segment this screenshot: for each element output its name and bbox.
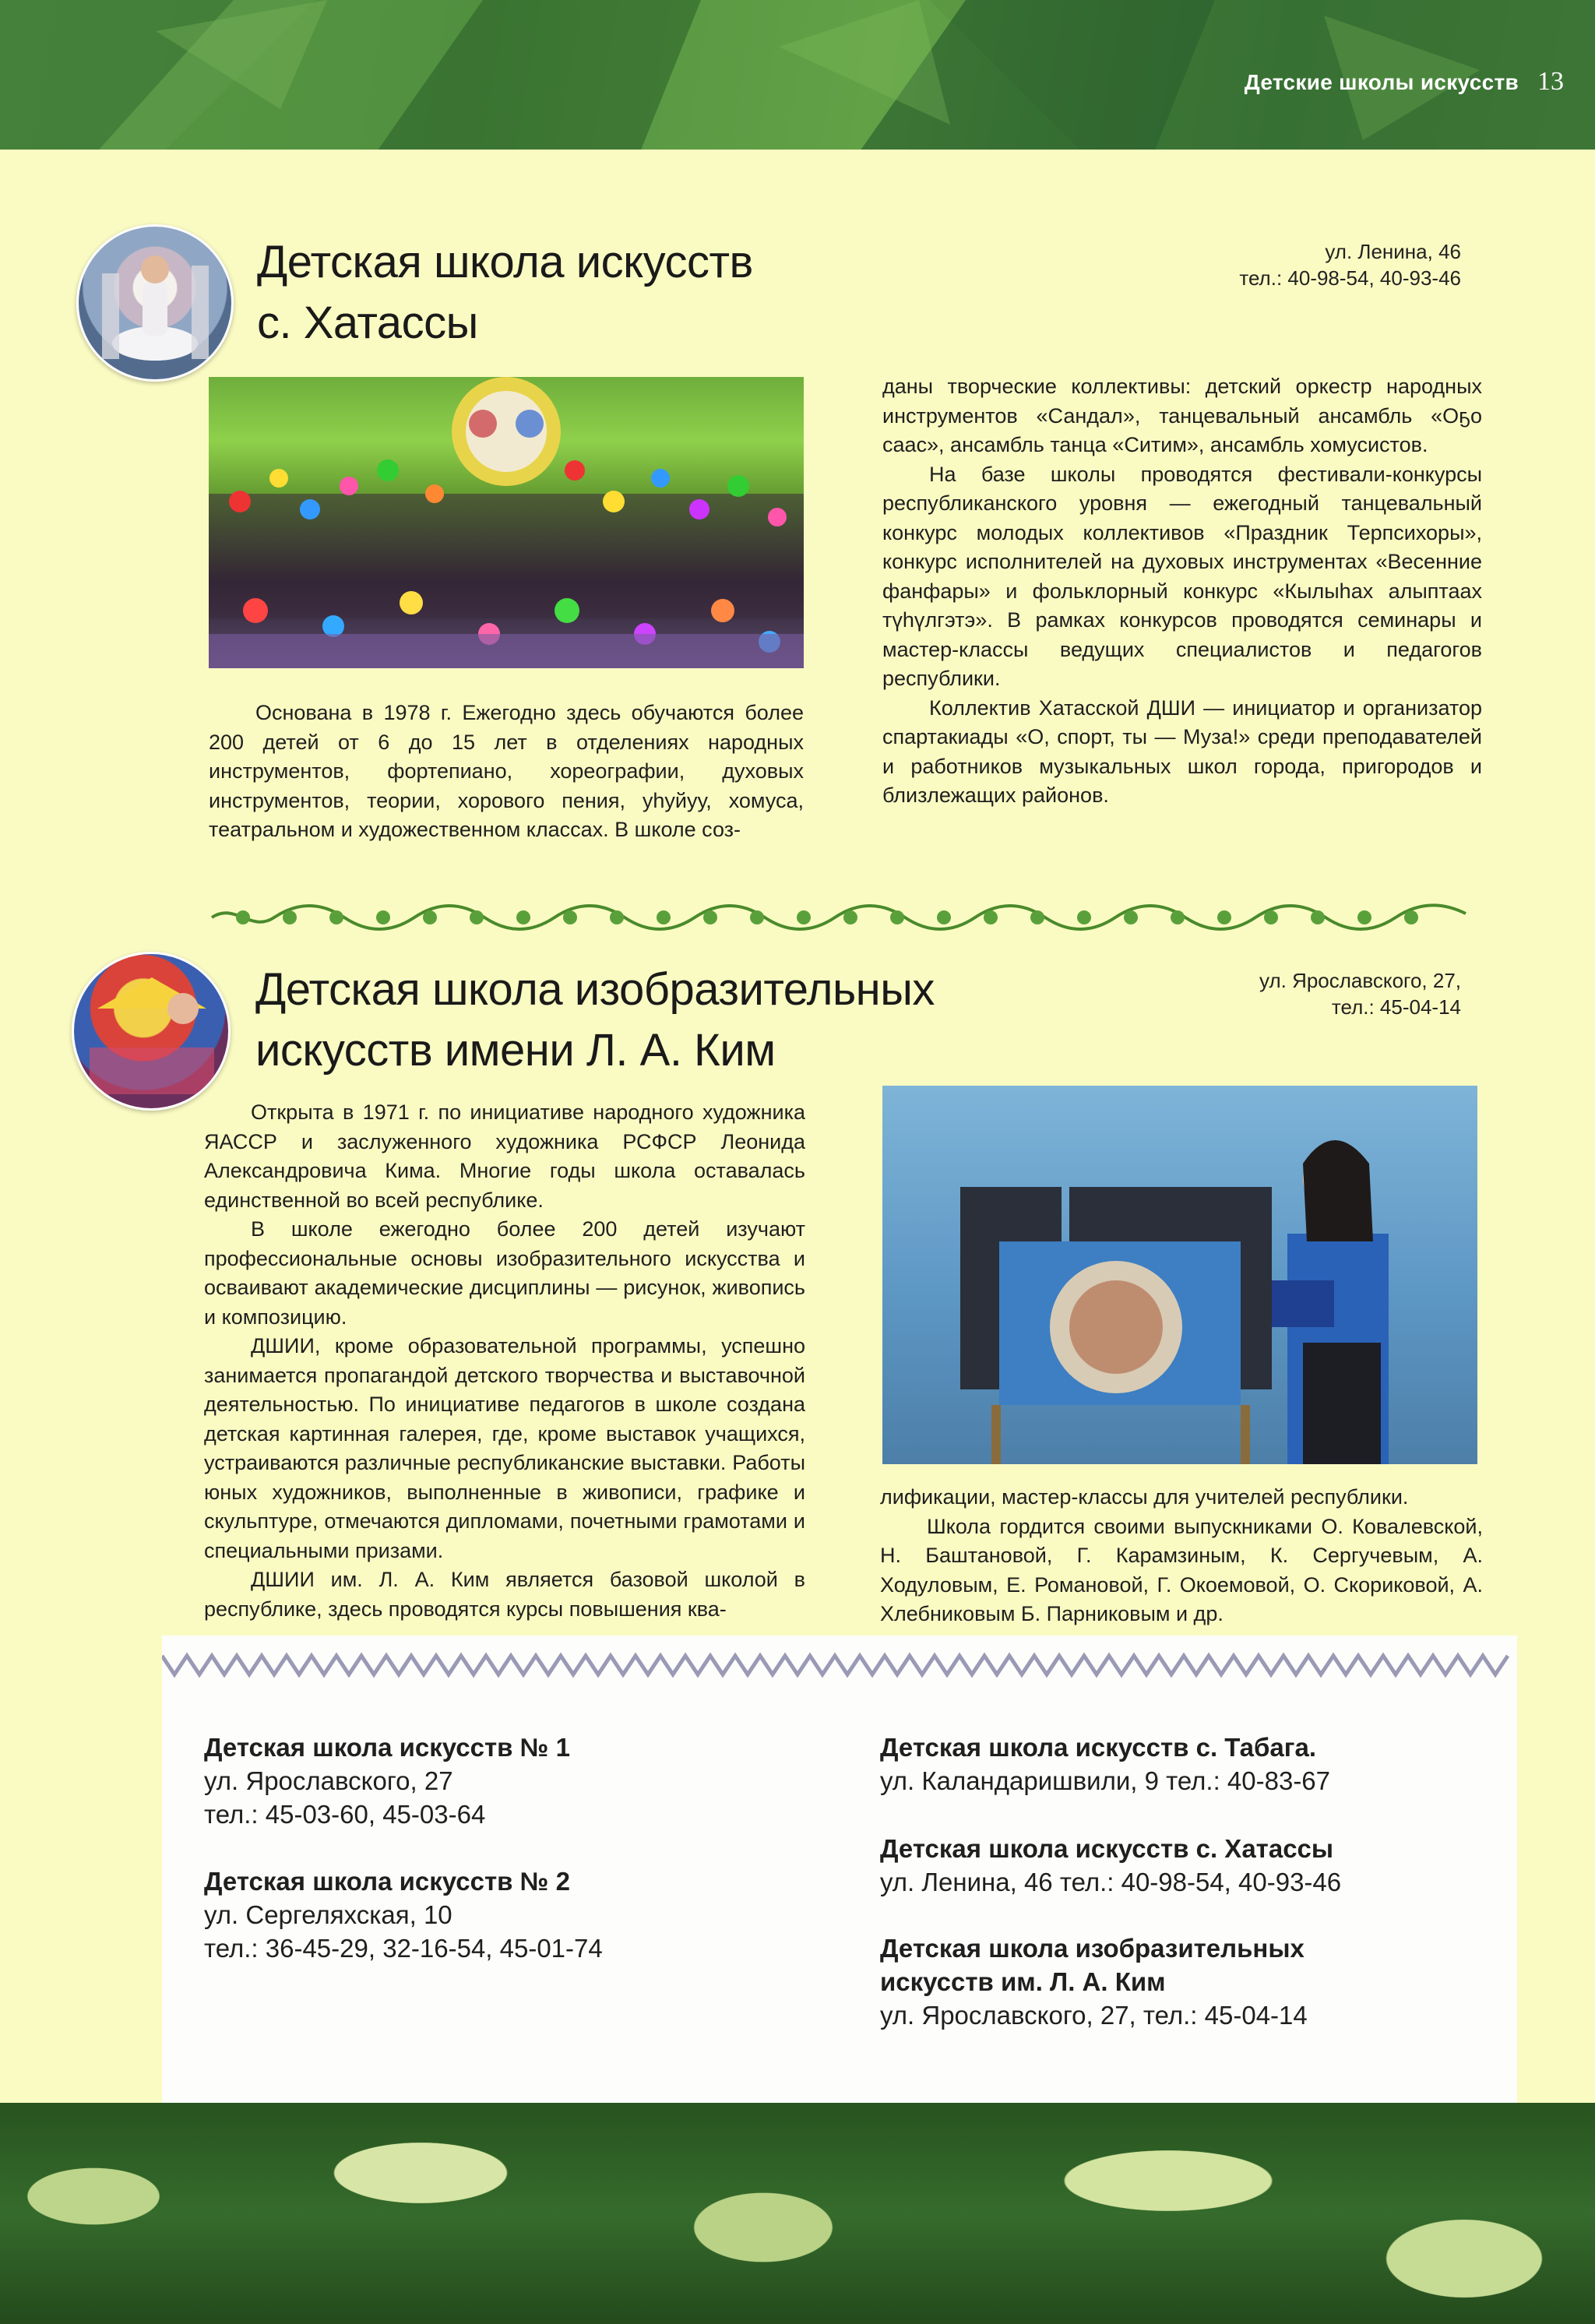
vine-ornament-divider (204, 894, 1481, 941)
contact-name: Детская школа искусств № 2 (204, 1867, 570, 1896)
contact-school-khatassy (880, 1832, 1341, 1899)
school1-title (257, 232, 753, 354)
school2-paragraph-graduates: Школа гордится своими выпускниками О. Ковалевской, Н. Баштановой, Г. Карамзиным, К. Сергучевым, А. Ходуловым, Е. Романовой, Г. Окоемовой, О. Скориковой, А. Хлебниковым Б. Парниковым и др. (880, 1514, 1483, 1625)
contact-school-1 (204, 1731, 570, 1831)
school2-presentation-photo (882, 1086, 1477, 1464)
school1-paragraph-collectives: даны творческие коллективы: детский оркестр народных инструментов «Сандал», танцевальный ансамбль «Оҕо саас», ансамбль танца «Ситим», ансамбль хомусистов. (882, 375, 1482, 456)
school2-right-column (880, 1483, 1483, 1629)
contact-address-phone: ул. Ленина, 46 тел.: 40-98-54, 40-93-46 (880, 1868, 1342, 1896)
contact-name: Детская школа искусств с. Хатассы (880, 1834, 1334, 1863)
school2-title (255, 960, 935, 1081)
contact-name: Детская школа искусств с. Табага. (880, 1733, 1317, 1762)
school1-right-column (882, 372, 1482, 811)
school2-paragraph-opened: Открыта в 1971 г. по инициативе народного художника ЯАССР и заслуженного художника РСФСР Леонида Александровича Кима. Многие годы школа оставалась единственной во всей республике. (204, 1100, 805, 1212)
school2-street: ул. Ярославского, 27, (1259, 969, 1461, 992)
contact-school-kim (880, 1931, 1308, 2032)
school1-phone: тел.: 40-98-54, 40-93-46 (1239, 266, 1461, 290)
school2-title-line1: Детская школа изобразительных (255, 964, 935, 1015)
school2-avatar-photo (72, 952, 231, 1111)
school2-paragraph-gallery: ДШИИ, кроме образовательной программы, успешно занимается пропагандой детского творчества и выставочной деятельностью. По инициативе педагогов в школе создана детская картинная галерея, где, кроме выставок учащихся, устраиваются различные республиканские выставки. Работы юных художников, выполненные в живописи, графике и скульптуре, отмечаются дипломами, почетными грамотами и специальными призами. (204, 1334, 805, 1562)
section-name: Детские школы искусств (1244, 70, 1519, 94)
school1-title-line1: Детская школа искусств (257, 237, 753, 287)
school2-paragraph-base-school: ДШИИ им. Л. А. Ким является базовой школой в республике, здесь проводятся курсы повышения ква- (204, 1568, 805, 1621)
contact-school-2 (204, 1864, 603, 1965)
school1-paragraph-spartakiad: Коллектив Хатасской ДШИ — инициатор и организатор спартакиады «О, спорт, ты — Муза!» среди преподавателей и работников музыкальных школ города, пригородов и близлежащих районов. (882, 695, 1482, 807)
school1-address (1072, 238, 1461, 291)
school2-paragraph-students: В школе ежегодно более 200 детей изучают профессиональные основы изобразительного искусства и осваивают академические дисциплины — рисунок, живопись и композицию. (204, 1217, 805, 1329)
school1-concert-photo (209, 377, 804, 668)
contact-phone: тел.: 45-03-60, 45-03-64 (204, 1800, 486, 1829)
contact-address: ул. Ярославского, 27 (204, 1766, 453, 1795)
zigzag-border (162, 1640, 1517, 1695)
school2-title-line2: искусств имени Л. А. Ким (255, 1025, 776, 1076)
school2-paragraph-qualification: лификации, мастер-классы для учителей республики. (880, 1485, 1409, 1509)
school2-phone: тел.: 45-04-14 (1331, 995, 1461, 1019)
school1-street: ул. Ленина, 46 (1325, 240, 1461, 263)
school1-paragraph-festivals: На базе школы проводятся фестивали-конкурсы республиканского уровня — ежегодный танцевальный конкурс молодых коллективов «Праздник Терпсихоры», конкурс исполнителей на духовых инструментах «Весенние фанфары» и фольклорный конкурс «Кылыһах алыптаах түһүлгэтэ». В рамках конкурсов проводятся семинары и мастер-классы ведущих специалистов и педагогов республики. (882, 462, 1482, 690)
contact-address: ул. Сергеляхская, 10 (204, 1900, 452, 1929)
running-header (1245, 67, 1564, 97)
contact-school-tabaga (880, 1731, 1330, 1798)
contact-address-phone: ул. Ярославского, 27, тел.: 45-04-14 (880, 2001, 1308, 2030)
school2-address (1072, 967, 1461, 1020)
top-header-band (0, 0, 1595, 156)
school2-left-column (204, 1098, 805, 1624)
contact-address-phone: ул. Каландаришвили, 9 тел.: 40-83-67 (880, 1766, 1331, 1795)
bottom-camouflage-band (0, 2103, 1595, 2324)
page-number: 13 (1537, 67, 1564, 96)
contact-name: Детская школа искусств № 1 (204, 1733, 570, 1762)
school1-title-line2: с. Хатассы (257, 298, 478, 348)
school1-avatar-photo (76, 224, 234, 382)
contact-name-line2: искусств им. Л. А. Ким (880, 1967, 1166, 1996)
school1-left-column (209, 699, 804, 845)
contact-name-line1: Детская школа изобразительных (880, 1934, 1305, 1963)
contact-phone: тел.: 36-45-29, 32-16-54, 45-01-74 (204, 1934, 603, 1963)
school1-paragraph-founded: Основана в 1978 г. Ежегодно здесь обучаются более 200 детей от 6 до 15 лет в отделениях народных инструментов, фортепиано, хореографии, духовых инструментов, теории, хорового пения, уһуйуу, хомуса, театральном и художественном классах. В школе соз- (209, 701, 804, 841)
